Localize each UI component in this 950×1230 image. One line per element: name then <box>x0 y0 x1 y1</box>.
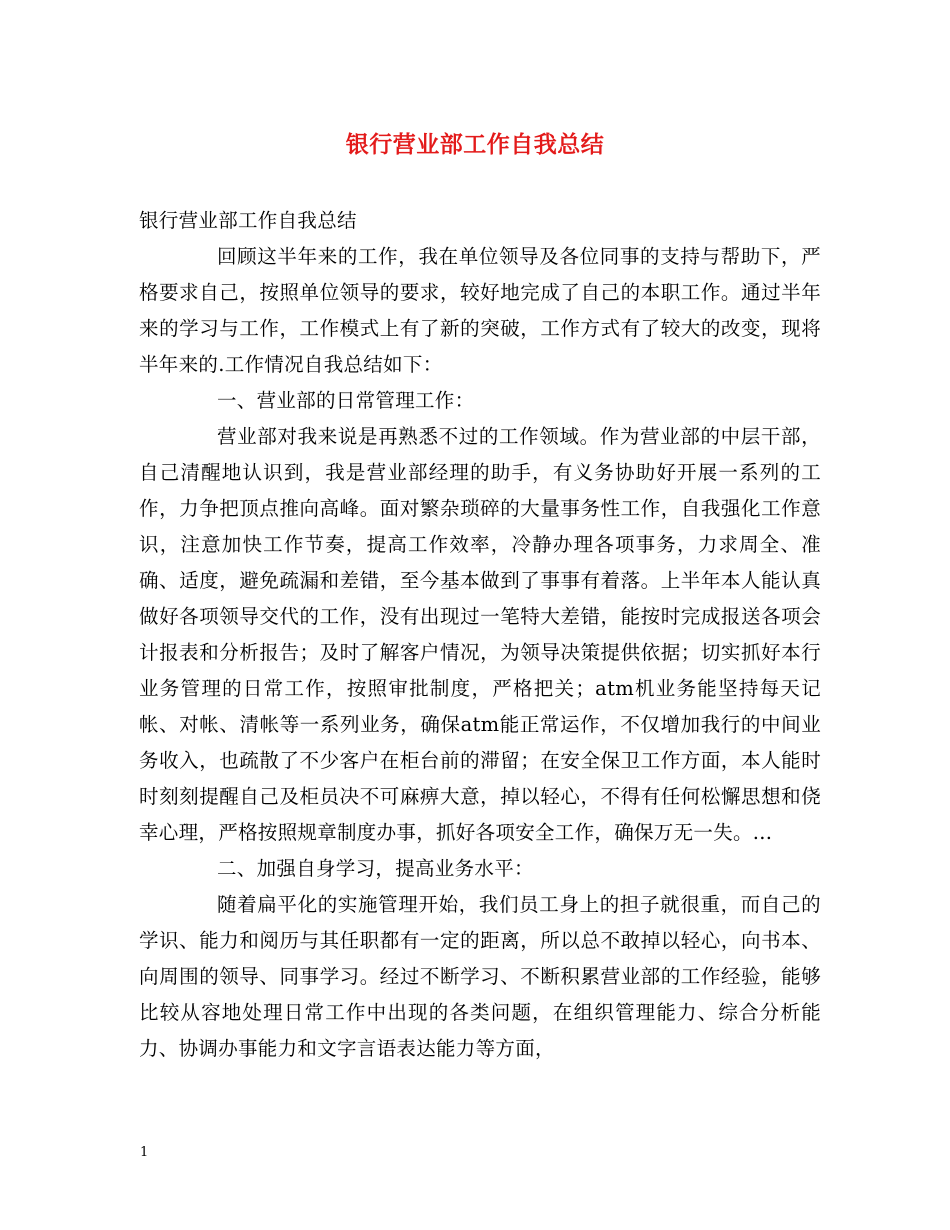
document-body <box>139 203 821 1067</box>
section-heading-daily-management: 一、营业部的日常管理工作： <box>217 389 475 412</box>
page-number: 1 <box>140 1145 149 1160</box>
section-heading-self-study: 二、加强自身学习，提高业务水平： <box>217 857 534 880</box>
document-title: 银行营业部工作自我总结 <box>345 131 605 158</box>
paragraph-intro: 回顾这半年来的工作，我在单位领导及各位同事的支持与帮助下，严格要求自己，按照单位领导的要求，较好地完成了自己的本职工作。通过半年来的学习与工作，工作模式上有了新的突破，工作方式有了较大的改变，现将半年来的.工作情况自我总结如下： <box>139 245 821 376</box>
paragraph-self-study: 随着扁平化的实施管理开始，我们员工身上的担子就很重，而自己的学识、能力和阅历与其任职都有一定的距离，所以总不敢掉以轻心，向书本、向周围的领导、同事学习。经过不断学习、不断积累营业部的工作经验，能够比较从容地处理日常工作中出现的各类问题，在组织管理能力、综合分析能力、协调办事能力和文字言语表达能力等方面， <box>139 893 821 1060</box>
document-subtitle: 银行营业部工作自我总结 <box>139 209 357 232</box>
paragraph-daily-management: 营业部对我来说是再熟悉不过的工作领域。作为营业部的中层干部，自己清醒地认识到，我是营业部经理的助手，有义务协助好开展一系列的工作，力争把顶点推向高峰。面对繁杂琐碎的大量事务性工作，自我强化工作意识，注意加快工作节奏，提高工作效率，冷静办理各项事务，力求周全、准确、适度，避免疏漏和差错，至今基本做到了事事有着落。上半年本人能认真做好各项领导交代的工作，没有出现过一笔特大差错，能按时完成报送各项会计报表和分析报告；及时了解客户情况，为领导决策提供依据；切实抓好本行业务管理的日常工作，按照审批制度，严格把关；atm机业务能坚持每天记帐、对帐、清帐等一系列业务，确保atm能正常运作，不仅增加我行的中间业务收入，也疏散了不少客户在柜台前的滞留；在安全保卫工作方面，本人能时时刻刻提醒自己及柜员决不可麻痹大意，掉以轻心，不得有任何松懈思想和侥幸心理，严格按照规章制度办事，抓好各项安全工作，确保万无一失。... <box>139 425 821 844</box>
